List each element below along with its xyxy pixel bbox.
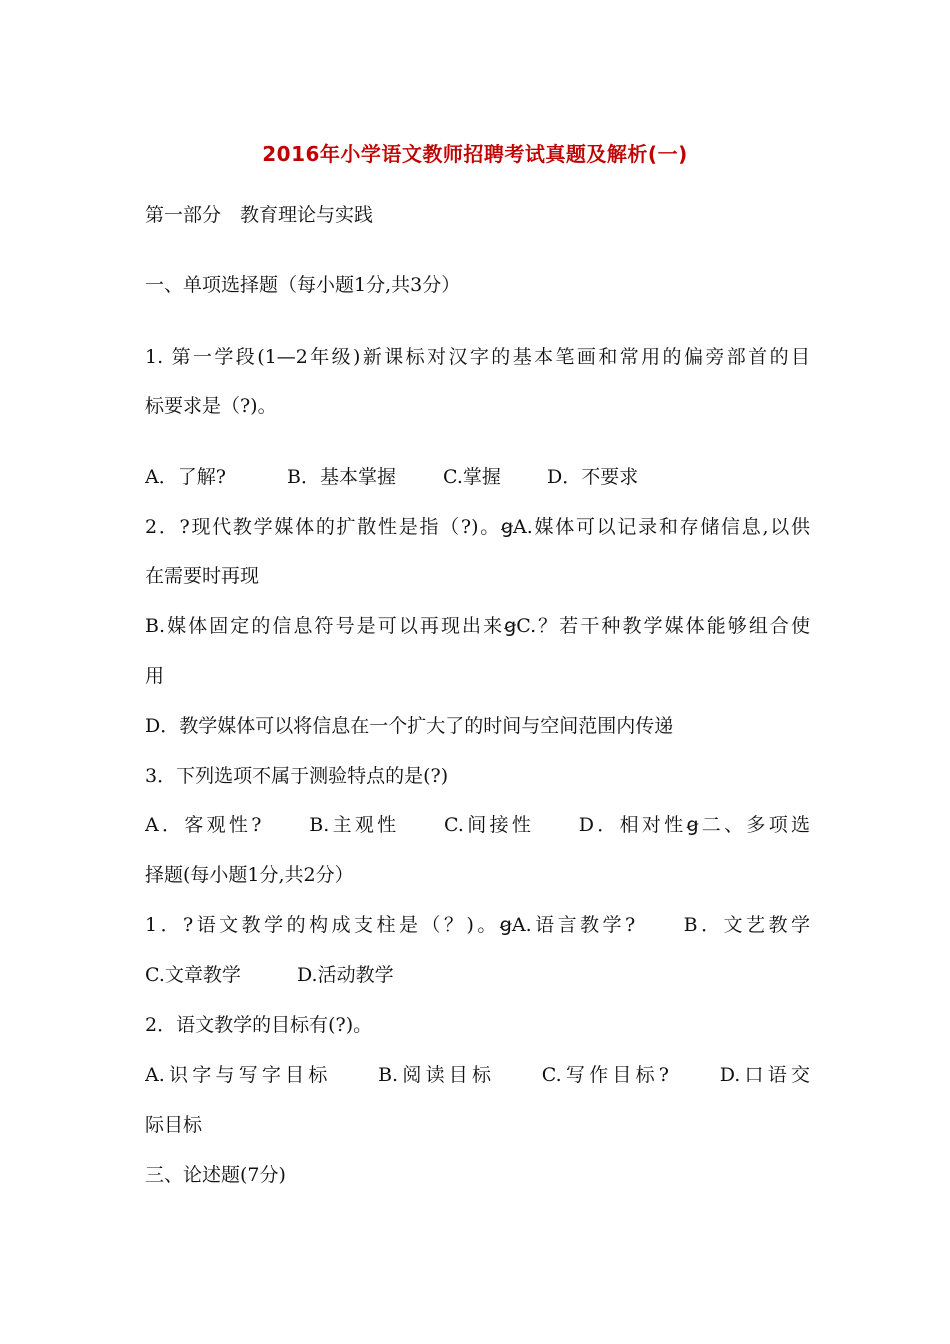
multi-question-1-text-line-1: 1．?语文教学的构成支柱是（？)。ꞡA.语言教学? B．文艺教学 [145,914,810,936]
multi-question-2-text-line-1: 2．语文教学的目标有(?)。 [145,1014,373,1036]
question-3-text-line-3: 择题(每小题1分,共2分） [145,864,354,886]
question-1-options [145,465,810,489]
question-1-option-c: C.掌握 [443,466,501,488]
section-heading-single-choice: 一、单项选择题（每小题1分,共3分） [145,274,461,296]
multi-question-1-option-d: D.活动教学 [297,964,394,986]
question-1-text-line-2: 标要求是（?)。 [145,395,277,417]
part-heading: 第一部分 教育理论与实践 [145,204,374,226]
question-1-option-d: D．不要求 [547,466,639,488]
multi-question-2-text-line-2: A.识字与写字目标 B.阅读目标 C.写作目标? D.口语交 [145,1064,810,1086]
question-3-text-line-1: 3．下列选项不属于测验特点的是(?) [145,765,449,787]
multi-question-1-option-c: C.文章教学 [145,964,241,986]
question-1-text-line-1: 1. 第一学段(1—2年级)新课标对汉字的基本笔画和常用的偏旁部首的目 [145,346,810,368]
question-2-text-line-1: 2．?现代教学媒体的扩散性是指（?)。ꞡA.媒体可以记录和存储信息,以供 [145,516,810,538]
multi-question-1-options [145,963,810,987]
question-2-text-line-5: D．教学媒体可以将信息在一个扩大了的时间与空间范围内传递 [145,715,674,737]
question-2-text-line-4: 用 [145,665,165,687]
question-3-text-line-2: A．客观性? B.主观性 C.间接性 D．相对性ꞡ二、多项选 [145,814,810,836]
section-heading-essay: 三、论述题(7分) [145,1164,286,1186]
document-title: 2016年小学语文教师招聘考试真题及解析(一) [262,142,688,166]
multi-question-2-text-line-3: 际目标 [145,1114,203,1136]
question-1-option-b: B．基本掌握 [287,466,396,488]
question-2-text-line-3: B.媒体固定的信息符号是可以再现出来ꞡC.？若干种教学媒体能够组合使 [145,615,810,637]
question-1-option-a: A．了解? [145,466,226,488]
question-2-text-line-2: 在需要时再现 [145,565,260,587]
